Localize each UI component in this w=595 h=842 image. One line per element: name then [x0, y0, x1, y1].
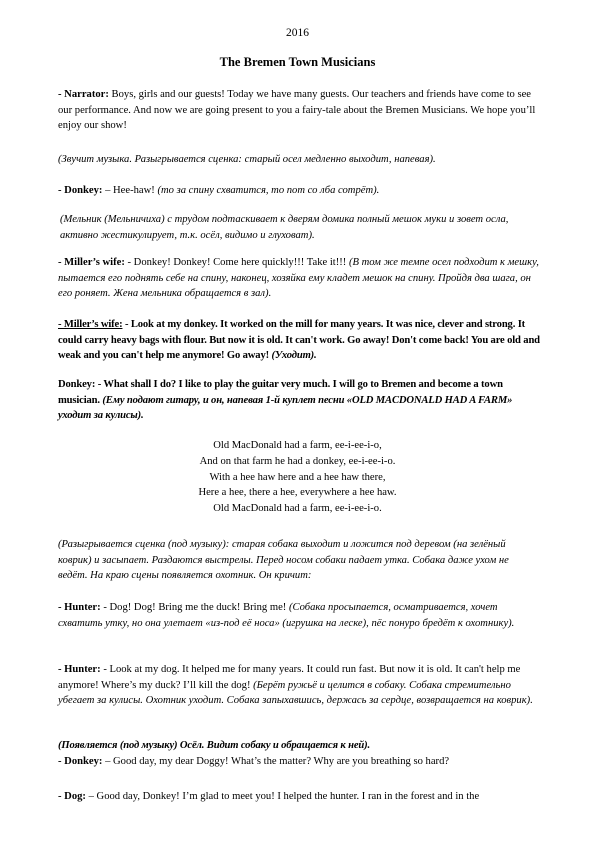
stage-direction-inline: (Уходит).	[271, 350, 317, 362]
donkey-block-3	[58, 754, 540, 770]
hunter-line: - Look at my dog. It helped me for many years. It could run fast. But now it is old. It can't help me anymore! Where’s my duck? I’ll kill the dog!	[58, 664, 521, 691]
narrator-line: Boys, girls and our guests! Today we have many guests. Our teachers and friends have come to see our performance. And now we are going present to you a fairy-tale about the Bremen Musicians. We hope you’ll enjoy our show!	[58, 89, 536, 132]
dog-block-1	[58, 789, 540, 805]
stage-direction-text: (Разыгрывается сценка (под музыку): старая собака выходит и ложится под деревом (на зелёный коврик) и засыпает. Раздаются выстрелы. Перед носом собаки падает утка. Собака даже ухом не ведёт. На краю сцены появляется охотник. Он кричит:	[58, 539, 509, 582]
speaker-donkey: - Donkey:	[58, 756, 103, 767]
donkey-line: – Hee-haw!	[102, 185, 158, 196]
donkey-block-2	[58, 377, 540, 424]
speaker-narrator: - Narrator:	[58, 89, 109, 100]
speaker-dog: - Dog:	[58, 791, 86, 802]
speaker-miller-wife: - Miller’s wife:	[58, 319, 123, 330]
speaker-hunter: - Hunter:	[58, 664, 101, 675]
donkey-block-1	[58, 183, 540, 199]
stage-direction-miller	[58, 212, 542, 243]
speaker-hunter: - Hunter:	[58, 602, 101, 613]
speaker-donkey: - Donkey:	[58, 185, 103, 196]
play-title: The Bremen Town Musicians	[219, 55, 376, 69]
song-lyrics	[0, 438, 595, 517]
miller-wife-block-2	[58, 317, 540, 364]
stage-direction-music	[58, 152, 540, 168]
donkey-line: - What shall I do? I like to play the guitar very much. I will go to Bremen and become a town musician.	[58, 379, 503, 406]
hunter-block-2	[58, 662, 540, 709]
speaker-donkey: Donkey:	[58, 379, 96, 390]
stage-direction-inline: (Ему подают гитару, и он, напевая 1-й куплет песни «OLD MACDONALD HAD A FARM» уходит за кулисы).	[58, 394, 513, 422]
hunter-line: - Dog! Dog! Bring me the duck! Bring me!	[100, 602, 289, 613]
song-line: Here a hee, there a hee, everywhere a hee haw.	[198, 487, 397, 499]
miller-wife-block-1	[58, 255, 540, 302]
song-line: Old MacDonald had a farm, ee-i-ee-i-o,	[213, 440, 382, 451]
stage-direction-inline: (то за спину схватится, то пот со лба сотрёт).	[157, 185, 380, 196]
song-line: With a hee haw here and a hee haw there,	[209, 471, 386, 483]
miller-wife-line: - Look at my donkey. It worked on the mill for many years. It was nice, clever and strong. It could carry heavy bags with flour. But now it is old. It can't work. Go away! Don't come back! You are old and weak and you can't help me anymore! Go away!	[58, 319, 540, 362]
narrator-block	[58, 87, 540, 134]
stage-direction-text: (Появляется (под музыку) Осёл. Видит собаку и обращается к ней).	[58, 740, 370, 751]
stage-direction-inline: (В том же темпе осел подходит к мешку, пытается его поднять себе на спину, наконец, хозяйка ему кладет мешок на спину. Пройдя два шага, он его роняет. Жена мельника обращается в зал).	[58, 257, 539, 300]
song-line: And on that farm he had a donkey, ee-i-ee-i-o.	[199, 455, 396, 467]
hunter-block-1	[58, 600, 540, 631]
dog-line: – Good day, Donkey! I’m glad to meet you! I helped the hunter. I ran in the forest and in the	[85, 791, 480, 802]
page-year: 2016	[286, 27, 309, 39]
stage-direction-donkey-appears	[58, 738, 540, 754]
donkey-line: – Good day, my dear Doggy! What’s the matter? Why are you breathing so hard?	[102, 756, 450, 767]
stage-direction-text: (Звучит музыка. Разыгрывается сценка: старый осел медленно выходит, напевая).	[58, 154, 436, 165]
miller-wife-line: - Donkey! Donkey! Come here quickly!!! Take it!!!	[124, 257, 349, 268]
stage-direction-text: (Мельник (Мельничиха) с трудом подтаскивает к дверям домика полный мешок муки и зовет осла, активно жестикулирует, т.к. осёл, видимо и глуховат).	[60, 214, 509, 241]
song-line: Old MacDonald had a farm, ee-i-ee-i-o.	[213, 503, 382, 515]
stage-direction-dog	[58, 537, 540, 584]
stage-direction-inline: (Собака просыпается, осматривается, хочет схватить утку, но она улетает «из-под её носа» (игрушка на леске), пёс понуро бредёт к охотнику).	[58, 602, 515, 629]
stage-direction-inline: (Берёт ружьё и целится в собаку. Собака стремительно убегает за кулисы. Охотник уходит. Собака запыхавшись, держась за сердце, возвращается на коврик).	[58, 679, 533, 707]
speaker-miller-wife: - Miller’s wife:	[58, 257, 125, 268]
